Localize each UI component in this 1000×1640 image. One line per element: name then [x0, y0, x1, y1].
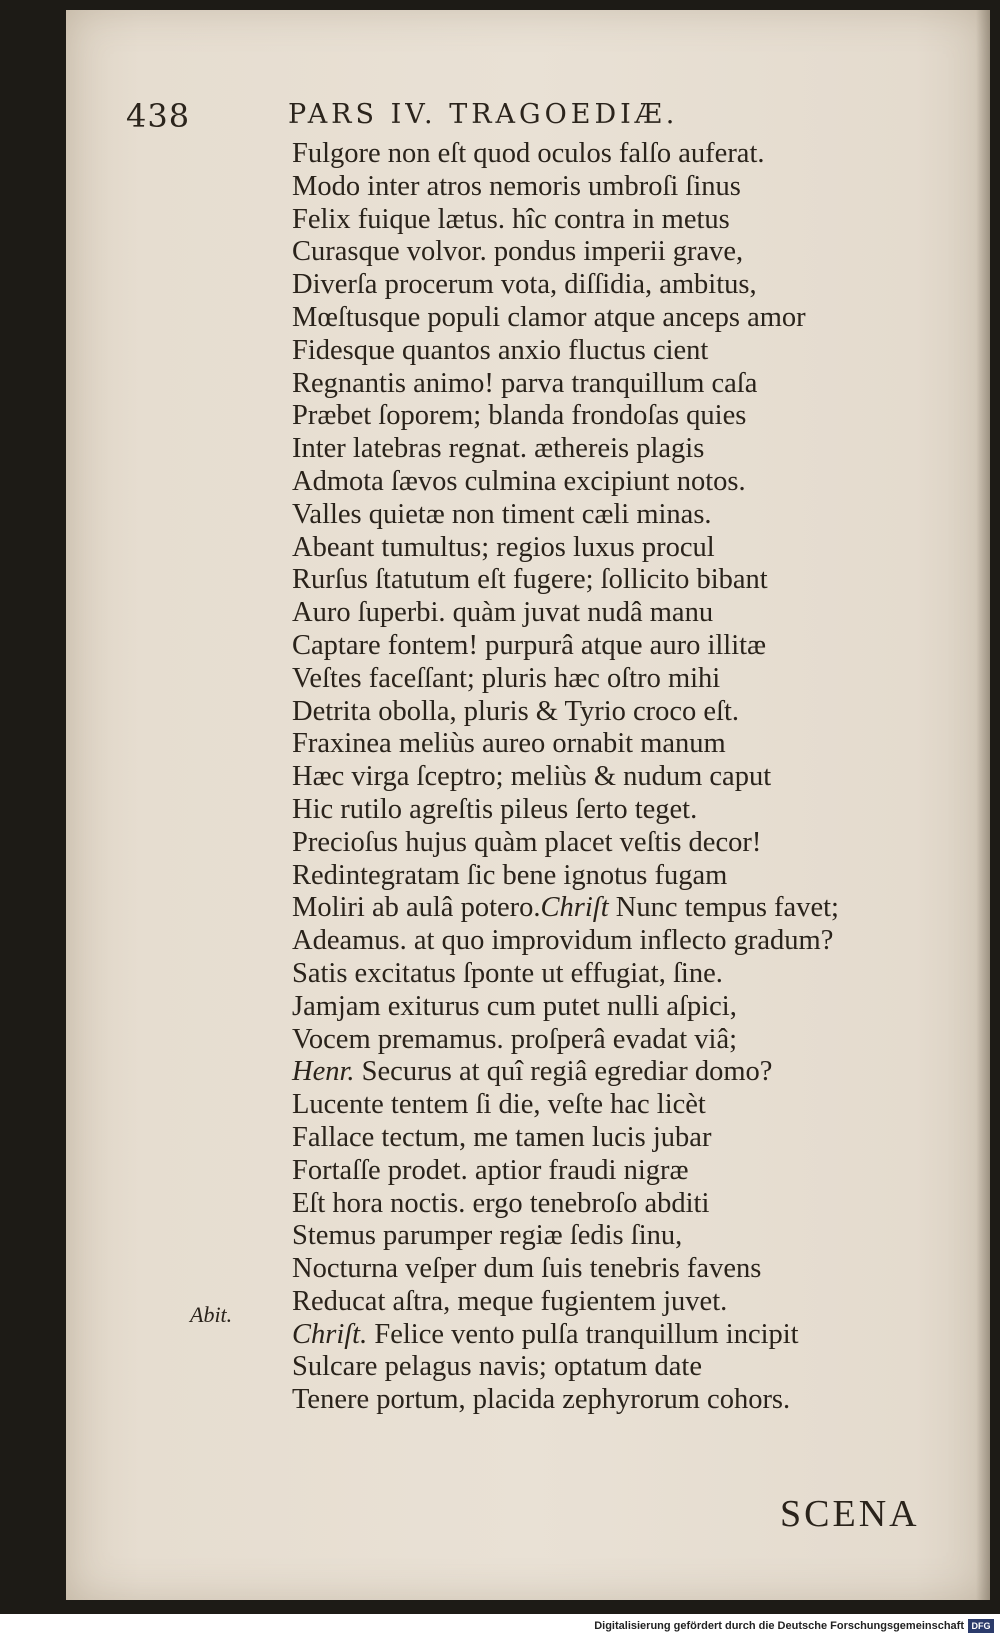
page-edge-shadow	[976, 10, 990, 1600]
verse-line	[292, 532, 932, 565]
verse-line	[292, 892, 932, 925]
verse-text	[292, 138, 932, 1417]
dfg-logo-icon: DFG	[968, 1619, 994, 1633]
verse-segment: Fidesque quantos anxio fluctus cient	[292, 334, 709, 366]
verse-segment: Nocturna veſper dum ſuis tenebris favens	[292, 1253, 762, 1285]
verse-segment: Jamjam exiturus cum putet nulli aſpici,	[292, 990, 737, 1022]
verse-segment: Securus at quî regiâ egrediar domo?	[354, 1056, 773, 1088]
verse-segment: Inter latebras regnat. æthereis plagis	[292, 433, 705, 465]
verse-line	[292, 302, 932, 335]
verse-segment: Hæc virga ſceptro; meliùs & nudum caput	[292, 761, 772, 793]
verse-segment: Lucente tentem ſi die, veſte hac licèt	[292, 1089, 706, 1121]
verse-segment: Curasque volvor. pondus imperii grave,	[292, 236, 744, 268]
verse-line	[292, 860, 932, 893]
verse-line	[292, 958, 932, 991]
verse-segment: Felice vento pulſa tranquillum incipit	[367, 1318, 799, 1350]
verse-line	[292, 1253, 932, 1286]
verse-segment: Auro ſuperbi. quàm juvat nudâ manu	[292, 597, 714, 629]
verse-segment: Veſtes faceſſant; pluris hæc oſtro mihi	[292, 662, 721, 694]
verse-segment: Nunc tempus favet;	[608, 892, 839, 924]
verse-line	[292, 1188, 932, 1221]
verse-segment: Adeamus. at quo improvidum inflecto gradum?	[292, 925, 834, 957]
verse-line	[292, 1056, 932, 1089]
verse-line	[292, 564, 932, 597]
verse-line	[292, 663, 932, 696]
verse-segment: Felix fuique lætus. hîc contra in metus	[292, 203, 730, 235]
verse-line	[292, 1089, 932, 1122]
verse-line	[292, 269, 932, 302]
verse-segment: Satis excitatus ſponte ut effugiat, ſine.	[292, 957, 723, 989]
verse-segment: Præbet ſoporem; blanda frondoſas quies	[292, 400, 747, 432]
page-number: 438	[126, 97, 191, 135]
verse-line	[292, 499, 932, 532]
verse-line	[292, 433, 932, 466]
funding-credit: Digitalisierung gefördert durch die Deutsche Forschungsgemeinschaft	[594, 1620, 964, 1632]
verse-segment: Fortaſſe prodet. aptior fraudi nigræ	[292, 1154, 689, 1186]
speaker-name: Henr.	[292, 1056, 355, 1088]
verse-line	[292, 171, 932, 204]
verse-segment: Tenere portum, placida zephyrorum cohors.	[292, 1384, 791, 1416]
verse-segment: Sulcare pelagus navis; optatum date	[292, 1351, 702, 1383]
stage-direction-margin-note: Abit.	[190, 1302, 233, 1327]
verse-line	[292, 925, 932, 958]
verse-segment: Admota ſævos culmina excipiunt notos.	[292, 465, 746, 497]
footer-bar	[0, 1614, 1000, 1640]
verse-line	[292, 1122, 932, 1155]
verse-segment: Abeant tumultus; regios luxus procul	[292, 531, 715, 563]
verse-line	[292, 1024, 932, 1057]
verse-line	[292, 991, 932, 1024]
catchword: SCENA	[780, 1493, 920, 1535]
verse-segment: Eſt hora noctis. ergo tenebroſo abditi	[292, 1187, 710, 1219]
verse-segment: Precioſus hujus quàm placet veſtis decor!	[292, 826, 762, 858]
verse-segment: Valles quietæ non timent cæli minas.	[292, 498, 712, 530]
verse-segment: Detrita obolla, pluris & Tyrio croco eſt.	[292, 695, 740, 727]
verse-segment: Fallace tectum, me tamen lucis jubar	[292, 1121, 712, 1153]
verse-line	[292, 368, 932, 401]
verse-segment: Modo inter atros nemoris umbroſi ſinus	[292, 170, 741, 202]
verse-line	[292, 761, 932, 794]
page-header	[126, 95, 886, 135]
verse-line	[292, 597, 932, 630]
verse-line	[292, 630, 932, 663]
verse-line	[292, 794, 932, 827]
verse-line	[292, 1155, 932, 1188]
verse-segment: Mœſtusque populi clamor atque anceps amor	[292, 301, 806, 333]
verse-segment: Rurſus ſtatutum eſt fugere; ſollicito bibant	[292, 564, 768, 596]
verse-line	[292, 138, 932, 171]
verse-line	[292, 728, 932, 761]
verse-segment: Fulgore non eſt quod oculos falſo auferat.	[292, 138, 765, 169]
verse-line	[292, 204, 932, 237]
verse-line	[292, 1319, 932, 1352]
verse-line	[292, 1286, 932, 1319]
verse-segment: Redintegratam ſic bene ignotus fugam	[292, 859, 728, 891]
verse-line	[292, 696, 932, 729]
verse-segment: Vocem premamus. proſperâ evadat viâ;	[292, 1023, 738, 1055]
running-head: PARS IV. TRAGOEDIÆ.	[288, 99, 679, 130]
verse-line	[292, 400, 932, 433]
verse-line	[292, 335, 932, 368]
verse-segment: Stemus parumper regiæ ſedis ſinu,	[292, 1220, 683, 1252]
verse-segment: Reducat aſtra, meque fugientem juvet.	[292, 1285, 728, 1317]
verse-segment: Diverſa procerum vota, diſſidia, ambitus,	[292, 269, 757, 301]
verse-segment: Regnantis animo! parva tranquillum caſa	[292, 367, 758, 399]
verse-line	[292, 1384, 932, 1417]
verse-line	[292, 1220, 932, 1253]
verse-line	[292, 827, 932, 860]
speaker-name: Chriſt	[540, 892, 609, 924]
verse-segment: Moliri ab aulâ potero.	[292, 892, 541, 924]
verse-segment: Captare fontem! purpurâ atque auro illitæ	[292, 629, 767, 661]
verse-segment: Hic rutilo agreſtis pileus ſerto teget.	[292, 793, 698, 825]
speaker-name: Chriſt.	[292, 1318, 368, 1350]
verse-segment: Fraxinea meliùs aureo ornabit manum	[292, 728, 726, 760]
verse-line	[292, 466, 932, 499]
verse-line	[292, 1351, 932, 1384]
verse-line	[292, 236, 932, 269]
